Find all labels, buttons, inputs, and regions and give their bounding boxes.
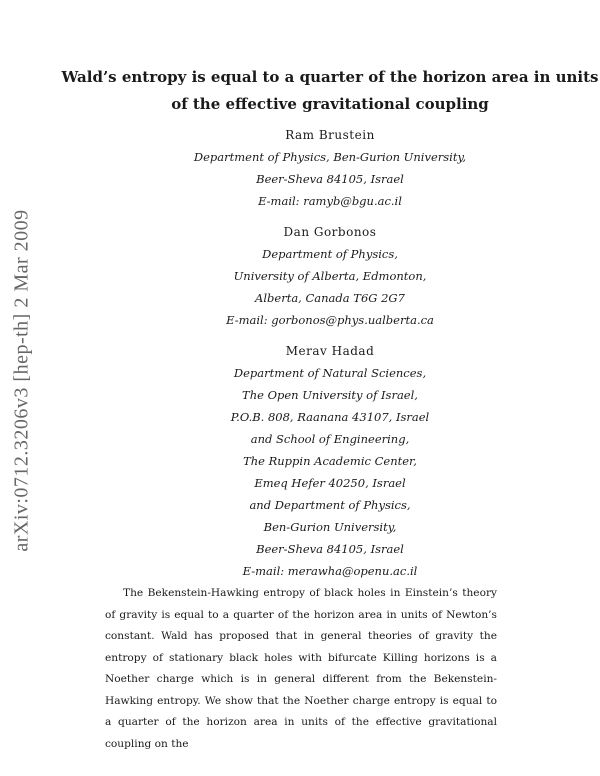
abstract xyxy=(105,583,497,755)
author-name: Merav Hadad xyxy=(285,344,375,358)
paper-title xyxy=(60,64,600,118)
author-block-gorbonos xyxy=(60,221,600,331)
affiliation-line: University of Alberta, Edmonton, xyxy=(233,269,427,283)
affiliation-line: Alberta, Canada T6G 2G7 xyxy=(255,291,405,305)
affiliation-line: The Ruppin Academic Center, xyxy=(243,454,417,468)
author-email: E-mail: ramyb@bgu.ac.il xyxy=(258,194,402,208)
author-email: E-mail: gorbonos@phys.ualberta.ca xyxy=(226,313,434,327)
affiliation-line: Department of Natural Sciences, xyxy=(233,366,427,380)
affiliation-line: Emeq Hefer 40250, Israel xyxy=(254,476,406,490)
affiliation-line: Department of Physics, Ben-Gurion University, xyxy=(193,150,467,164)
affiliation-line: The Open University of Israel, xyxy=(242,388,418,402)
arxiv-identifier-stamp xyxy=(2,200,42,560)
affiliation-line: Beer-Sheva 84105, Israel xyxy=(256,542,404,556)
title-line: Wald’s entropy is equal to a quarter of the horizon area in units xyxy=(61,68,599,86)
author-block-hadad xyxy=(60,340,600,582)
affiliation-line: Beer-Sheva 84105, Israel xyxy=(256,172,404,186)
author-email: E-mail: merawha@openu.ac.il xyxy=(242,564,418,578)
affiliation-line: and Department of Physics, xyxy=(249,498,411,512)
title-line: of the effective gravitational coupling xyxy=(171,95,489,113)
affiliation-line: Ben-Gurion University, xyxy=(263,520,397,534)
affiliation-line: and School of Engineering, xyxy=(250,432,410,446)
author-block-brustein xyxy=(60,124,600,212)
arxiv-identifier: arXiv:0712.3206v3 [hep-th] 2 Mar 2009 xyxy=(10,208,33,552)
affiliation-line: Department of Physics, xyxy=(262,247,398,261)
author-name: Dan Gorbonos xyxy=(283,225,377,239)
author-name: Ram Brustein xyxy=(285,128,375,142)
affiliation-line: P.O.B. 808, Raanana 43107, Israel xyxy=(230,410,430,424)
abstract-text: The Bekenstein-Hawking entropy of black holes in Einstein’s theory of gravity is equal to a quarter of the horizon area in units of Newton’s constant. Wald has proposed that in general theories of gravity the entropy of stationary black holes with bifurcate Killing horizons is a Noether charge which is in general different from the Bekenstein-Hawking entropy. We show that the Noether charge entropy is equal to a quarter of the horizon area in units of the effective gravitational coupling on the xyxy=(105,587,497,750)
